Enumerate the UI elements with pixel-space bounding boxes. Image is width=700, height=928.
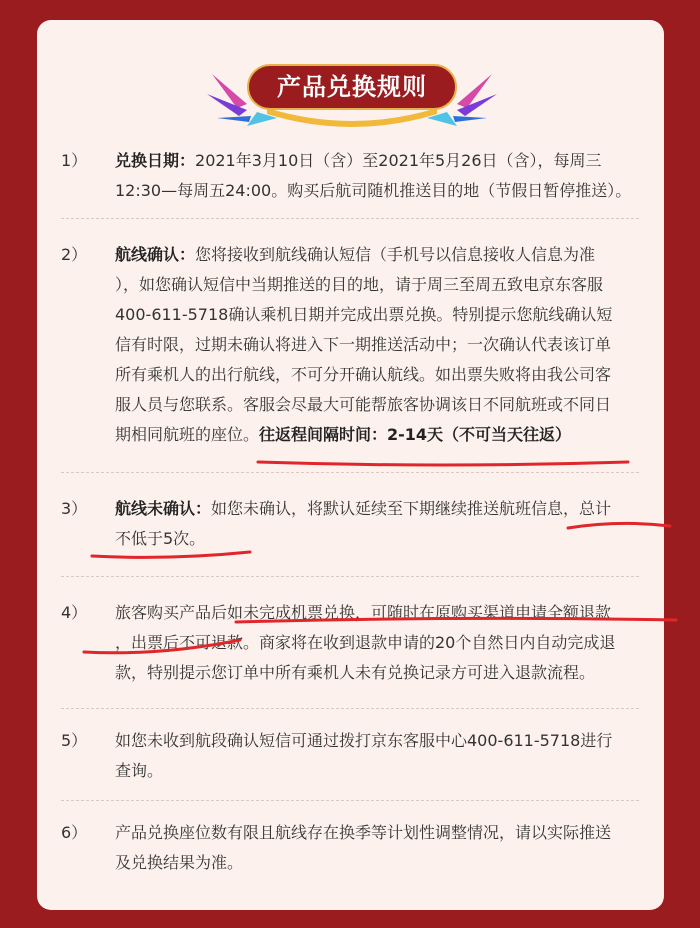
rule-number: 3） bbox=[61, 499, 88, 518]
rule-item-3 bbox=[61, 494, 643, 554]
rule-label: 兑换日期： bbox=[115, 151, 196, 170]
title-banner bbox=[37, 64, 664, 134]
rule-content: 旅客购买产品后如未完成机票兑换，可随时在原购买渠道申请全额退款 ，出票后不可退款。商家将在收到退款申请的20个自然日内自动完成退 款，特别提示您订单中所有乘机人未有兑换记录方可进入退款流程。 bbox=[115, 603, 616, 682]
rule-number: 5） bbox=[61, 731, 88, 750]
rule-item-1 bbox=[61, 146, 643, 206]
rule-text bbox=[115, 146, 643, 206]
page-title: 产品兑换规则 bbox=[247, 64, 457, 110]
rule-emphasis: 往返程间隔时间：2-14天（不可当天往返） bbox=[259, 425, 572, 444]
rules-card bbox=[37, 20, 664, 910]
rule-item-4 bbox=[61, 598, 643, 688]
rule-number: 4） bbox=[61, 603, 88, 622]
divider bbox=[61, 576, 639, 577]
rule-content: 如您未确认，将默认延续至下期继续推送航班信息，总计 不低于5次。 bbox=[115, 499, 612, 548]
rule-item-5 bbox=[61, 726, 643, 786]
rule-content: 2021年3月10日（含）至2021年5月26日（含），每周三 12:30—每周五24:00。购买后航司随机推送目的地（节假日暂停推送）。 bbox=[115, 151, 632, 200]
rule-number: 1） bbox=[61, 151, 88, 170]
rule-text bbox=[115, 494, 643, 554]
rule-number: 2） bbox=[61, 245, 88, 264]
rule-text bbox=[115, 726, 643, 786]
divider bbox=[61, 708, 639, 709]
divider bbox=[61, 800, 639, 801]
rule-item-6 bbox=[61, 818, 643, 878]
divider bbox=[61, 472, 639, 473]
rule-number: 6） bbox=[61, 823, 88, 842]
rule-text bbox=[115, 598, 643, 688]
rule-content: 产品兑换座位数有限且航线存在换季等计划性调整情况，请以实际推送 及兑换结果为准。 bbox=[115, 823, 612, 872]
rule-label: 航线确认： bbox=[115, 245, 196, 264]
divider bbox=[61, 218, 639, 219]
rule-content: 您将接收到航线确认短信（手机号以信息接收人信息为准 ），如您确认短信中当期推送的目的地，请于周三至周五致电京东客服 400-611-5718确认乘机日期并完成出票兑换。特别提示您航线确认短 信有时限，过期未确认将进入下一期推送活动中；一次确认代表该订单 所有乘机人的出行航线，不可分开确认航线。如出票失败将由我公司客 服人员与您联系。客服会尽最大可能帮旅客协调该日不同航班或不同日 期相同航班的座位。 bbox=[115, 245, 613, 444]
rule-label: 航线未确认： bbox=[115, 499, 212, 518]
rule-text bbox=[115, 240, 643, 450]
rule-text bbox=[115, 818, 643, 878]
rule-content: 如您未收到航段确认短信可通过拨打京东客服中心400-611-5718进行 查询。 bbox=[115, 731, 613, 780]
rule-item-2 bbox=[61, 240, 643, 480]
